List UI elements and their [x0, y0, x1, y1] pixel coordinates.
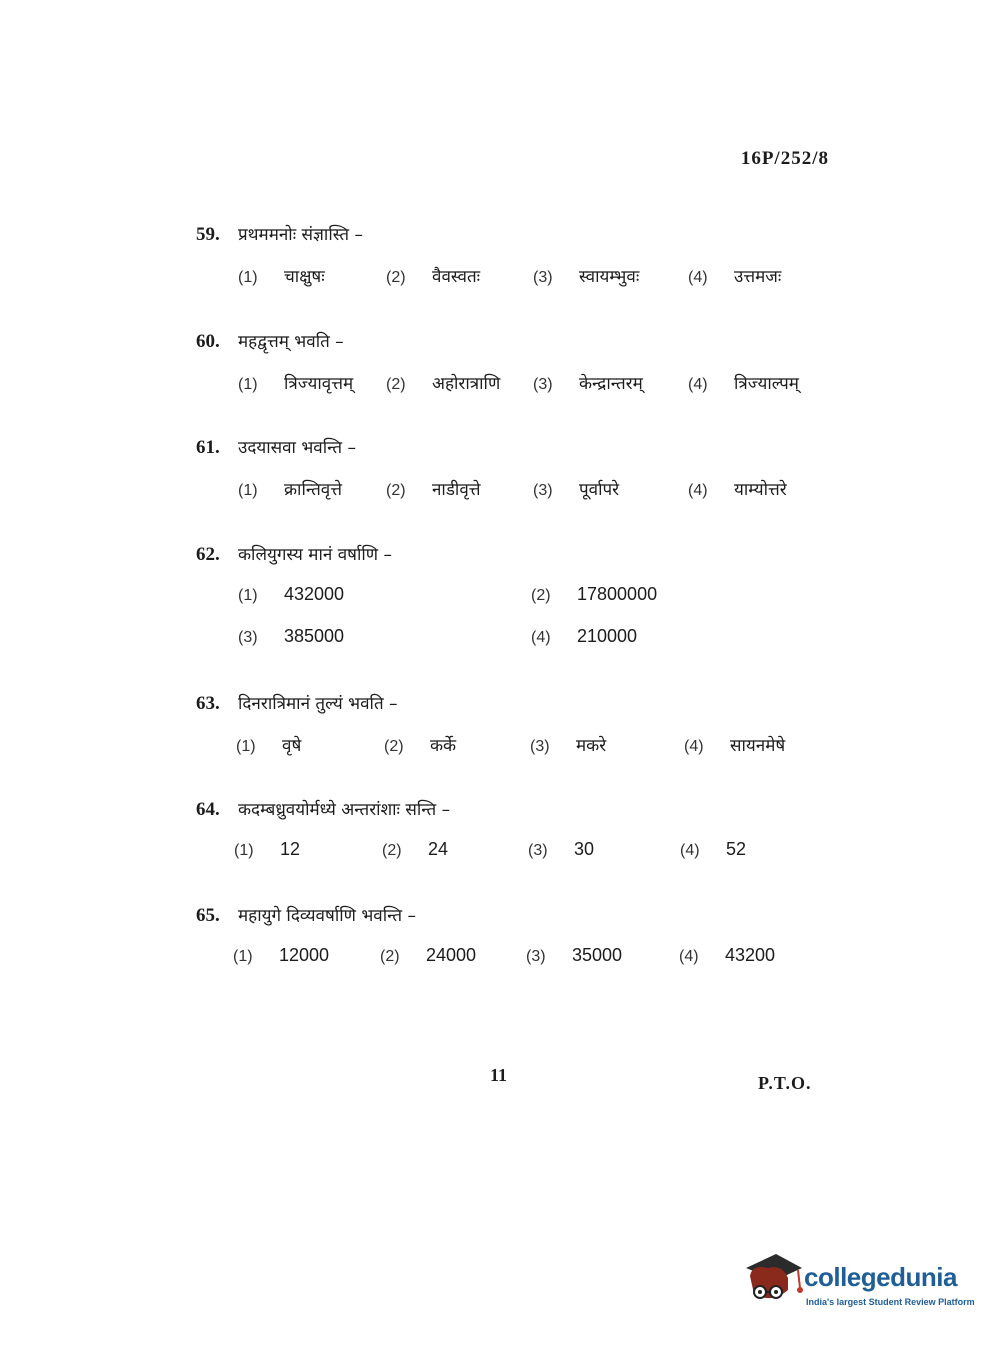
option-1: (1) 432000: [238, 584, 345, 604]
option-3: (3) मकरे: [530, 736, 607, 756]
option-2: (2) 24000: [380, 945, 477, 965]
question-text: महायुगे दिव्यवर्षाणि भवन्ति –: [238, 906, 416, 926]
option-1: (1) त्रिज्यावृत्तम्: [238, 374, 354, 394]
question-text: कलियुगस्य मानं वर्षाणि –: [238, 545, 392, 565]
option-1: (1) 12: [234, 839, 301, 859]
question-62: [196, 540, 836, 660]
question-text: दिनरात्रिमानं तुल्यं भवति –: [238, 694, 398, 714]
option-3: (3) पूर्वापरे: [533, 480, 620, 500]
option-1: (1) वृषे: [236, 736, 302, 756]
option-2: (2) नाडीवृत्ते: [386, 480, 481, 500]
question-63: [196, 689, 836, 767]
option-4: (4) 52: [680, 839, 747, 859]
option-2: (2) कर्के: [384, 736, 457, 756]
option-2: (2) अहोरात्राणि: [386, 374, 501, 394]
option-4: (4) 43200: [679, 945, 776, 965]
option-2: (2) वैवस्वतः: [386, 267, 481, 287]
option-1: (1) क्रान्तिवृत्ते: [238, 480, 342, 500]
question-60: [196, 327, 836, 405]
option-4: (4) त्रिज्याल्पम्: [688, 374, 799, 394]
question-number: 64.: [196, 799, 220, 820]
question-text: कदम्बध्रुवयोर्मध्ये अन्तरांशाः सन्ति –: [238, 800, 451, 820]
option-4: (4) सायनमेषे: [684, 736, 786, 756]
question-number: 65.: [196, 905, 220, 926]
option-4: (4) याम्योत्तरे: [688, 480, 787, 500]
mascot-logo-icon: [742, 1250, 804, 1312]
option-4: (4) उत्तमजः: [688, 267, 782, 287]
option-2: (2) 24: [382, 839, 449, 859]
option-3: (3) 35000: [526, 945, 623, 965]
question-number: 61.: [196, 437, 220, 458]
option-3: (3) 30: [528, 839, 595, 859]
brand-name: collegedunia: [804, 1262, 957, 1292]
question-65: [196, 901, 836, 979]
page-number: 11: [490, 1065, 508, 1085]
question-number: 60.: [196, 331, 220, 352]
question-text: महद्वृत्तम् भवति –: [238, 332, 344, 352]
option-1: (1) चाक्षुषः: [238, 267, 325, 287]
brand-tagline: India's largest Student Review Platform: [806, 1297, 975, 1307]
question-number: 62.: [196, 544, 220, 565]
option-3: (3) 385000: [238, 626, 345, 646]
question-text: प्रथममनोः संज्ञास्ति –: [238, 225, 363, 245]
paper-code: 16P/252/8: [740, 148, 829, 169]
question-61: [196, 433, 836, 511]
pto-label: P.T.O.: [758, 1073, 812, 1093]
question-number: 63.: [196, 693, 220, 714]
option-3: (3) केन्द्रान्तरम्: [533, 374, 643, 394]
question-number: 59.: [196, 224, 220, 245]
question-59: [196, 220, 836, 298]
option-1: (1) 12000: [233, 945, 330, 965]
option-2: (2) 17800000: [531, 584, 658, 604]
option-4: (4) 210000: [531, 626, 638, 646]
question-64: [196, 795, 836, 873]
option-3: (3) स्वायम्भुवः: [533, 267, 640, 287]
question-text: उदयासवा भवन्ति –: [238, 438, 356, 458]
